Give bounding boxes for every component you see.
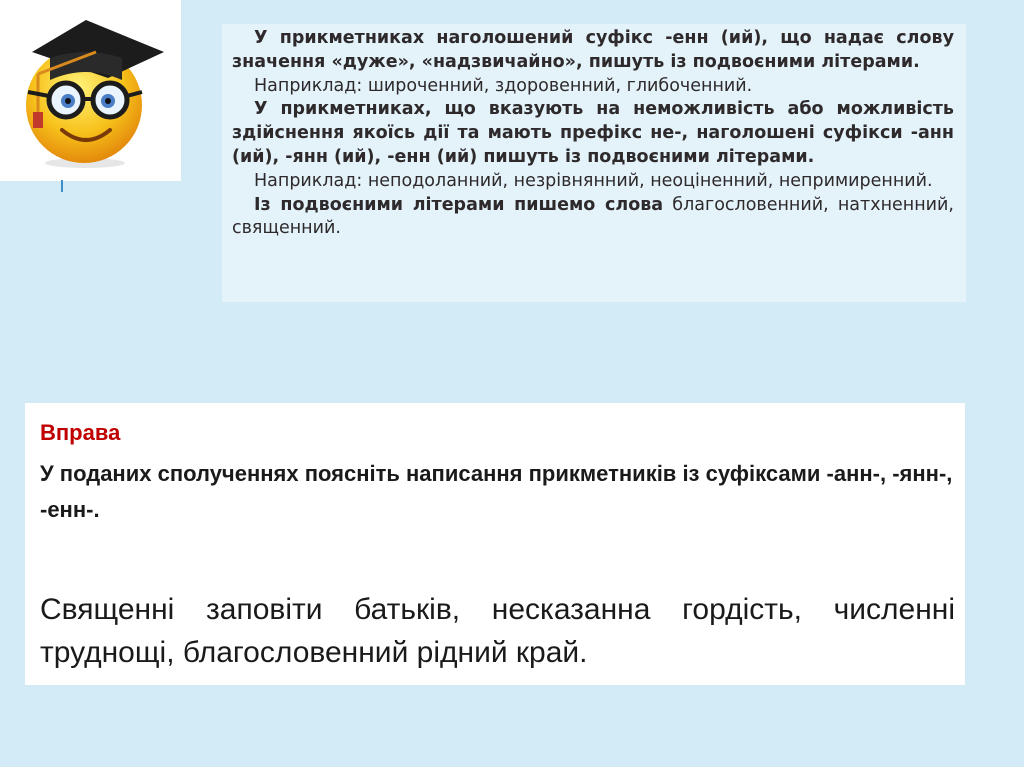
exercise-phrases: Священні заповіти батьків, несказанна гордість, численні труднощі, благословенний рідний край.	[40, 593, 955, 669]
mascot-panel	[0, 0, 181, 181]
rule-text	[232, 27, 954, 241]
rule-paragraph-3	[232, 194, 954, 242]
rule-example-1: Наприклад: широченний, здоровенний, глибоченний.	[254, 75, 753, 96]
graduate-smiley-icon	[0, 0, 181, 181]
rule-paragraph-3-examples: благословенний, натхненний, священний.	[232, 194, 954, 239]
rule-paragraph-2: У прикметниках, що вказують на неможливість або можливість здійснення якоїсь дії та мають префікс не-, наголошені суфікси -анн (ий), -янн (ий), -енн (ий) пишуть із подвоєними літерами.	[232, 99, 954, 167]
exercise-instruction: У поданих сполученнях поясніть написання прикметників із суфіксами -анн-, -янн-, -енн-.	[40, 461, 953, 522]
exercise-title: Вправа	[40, 420, 121, 445]
rule-paragraph-1: У прикметниках наголошений суфікс -енн (ий), що надає слову значення «дуже», «надзвичайно», пишуть із подвоєними літерами.	[232, 28, 954, 72]
rule-example-2: Наприклад: неподоланний, незрівнянний, неоціненний, непримиренний.	[254, 170, 933, 191]
rule-paragraph-3-lead: Із подвоєними літерами пишемо слова	[254, 194, 664, 215]
divider-mark	[61, 180, 63, 192]
